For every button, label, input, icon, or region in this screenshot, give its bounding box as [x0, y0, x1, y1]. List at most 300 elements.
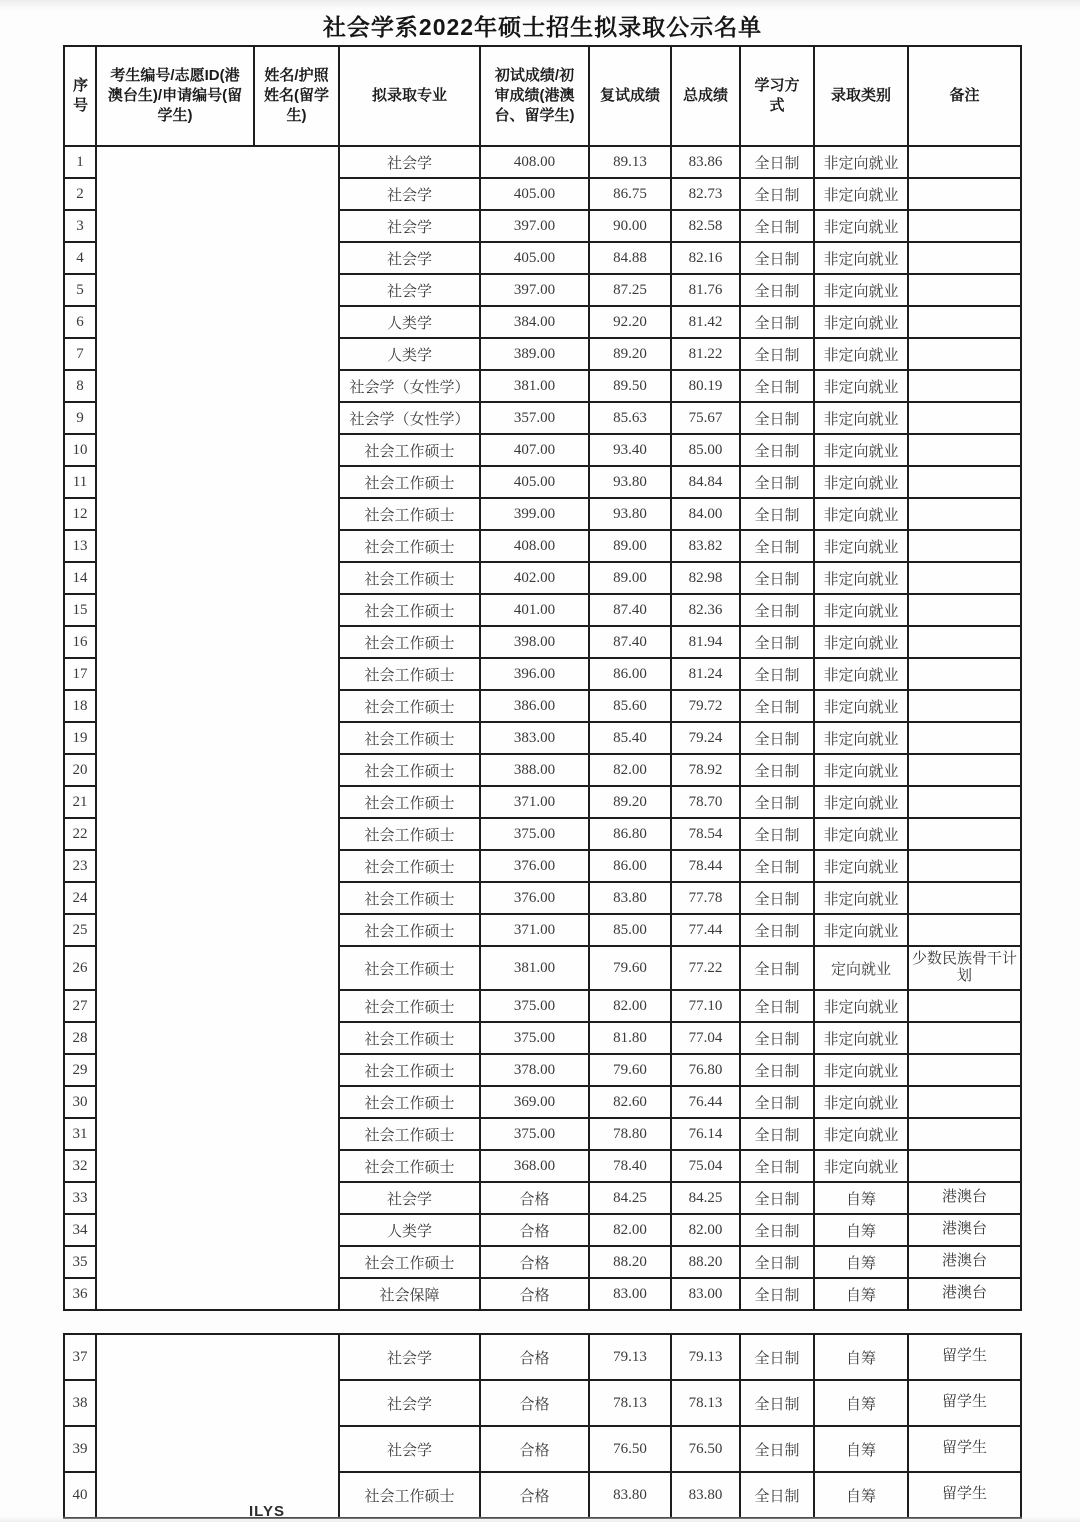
study-mode-cell: 全日制: [740, 1086, 814, 1118]
study-mode-cell: 全日制: [740, 370, 814, 402]
col-header-remark: 备注: [908, 46, 1021, 146]
remark-cell: [908, 626, 1021, 658]
major-cell: 社会工作硕士: [339, 722, 480, 754]
initial-score-cell: 合格: [480, 1214, 589, 1246]
study-mode-cell: 全日制: [740, 274, 814, 306]
row-number-cell: 35: [64, 1246, 96, 1278]
remark-cell: [908, 402, 1021, 434]
col-header-initial-score: 初试成绩/初审成绩(港澳台、留学生): [480, 46, 589, 146]
total-score-cell: 76.50: [671, 1426, 740, 1472]
remark-cell: [908, 1022, 1021, 1054]
major-cell: 社会工作硕士: [339, 594, 480, 626]
col-header-admission-category: 录取类别: [814, 46, 908, 146]
retest-score-cell: 82.00: [589, 990, 671, 1022]
row-number-cell: 2: [64, 178, 96, 210]
major-cell: 社会学: [339, 146, 480, 178]
row-number-cell: 13: [64, 530, 96, 562]
study-mode-cell: 全日制: [740, 690, 814, 722]
initial-score-cell: 405.00: [480, 242, 589, 274]
retest-score-cell: 81.80: [589, 1022, 671, 1054]
admission-category-cell: 非定向就业: [814, 722, 908, 754]
major-cell: 社会学: [339, 1182, 480, 1214]
remark-cell: [908, 1150, 1021, 1182]
row-number-cell: 21: [64, 786, 96, 818]
remark-cell: [908, 306, 1021, 338]
total-score-cell: 83.82: [671, 530, 740, 562]
initial-score-cell: 405.00: [480, 178, 589, 210]
retest-score-cell: 85.63: [589, 402, 671, 434]
total-score-cell: 78.44: [671, 850, 740, 882]
row-number-cell: 31: [64, 1118, 96, 1150]
initial-score-cell: 合格: [480, 1246, 589, 1278]
study-mode-cell: 全日制: [740, 306, 814, 338]
section-gap: [0, 1311, 1080, 1333]
major-cell: 社会学: [339, 274, 480, 306]
study-mode-cell: 全日制: [740, 530, 814, 562]
total-score-cell: 80.19: [671, 370, 740, 402]
retest-score-cell: 89.00: [589, 530, 671, 562]
remark-cell: [908, 146, 1021, 178]
initial-score-cell: 376.00: [480, 850, 589, 882]
admission-category-cell: 非定向就业: [814, 990, 908, 1022]
admission-category-cell: 自筹: [814, 1380, 908, 1426]
admission-category-cell: 自筹: [814, 1426, 908, 1472]
initial-score-cell: 396.00: [480, 658, 589, 690]
remark-cell: [908, 658, 1021, 690]
total-score-cell: 77.10: [671, 990, 740, 1022]
total-score-cell: 81.76: [671, 274, 740, 306]
remark-cell: [908, 498, 1021, 530]
total-score-cell: 75.67: [671, 402, 740, 434]
initial-score-cell: 369.00: [480, 1086, 589, 1118]
retest-score-cell: 90.00: [589, 210, 671, 242]
remark-cell: 港澳台: [908, 1278, 1021, 1310]
row-number-cell: 27: [64, 990, 96, 1022]
initial-score-cell: 401.00: [480, 594, 589, 626]
initial-score-cell: 381.00: [480, 370, 589, 402]
admission-category-cell: 非定向就业: [814, 466, 908, 498]
admission-category-cell: 非定向就业: [814, 146, 908, 178]
study-mode-cell: 全日制: [740, 178, 814, 210]
admission-category-cell: 自筹: [814, 1334, 908, 1380]
major-cell: 社会工作硕士: [339, 1246, 480, 1278]
admission-category-cell: 非定向就业: [814, 530, 908, 562]
initial-score-cell: 397.00: [480, 210, 589, 242]
study-mode-cell: 全日制: [740, 754, 814, 786]
major-cell: 社会工作硕士: [339, 466, 480, 498]
row-number-cell: 20: [64, 754, 96, 786]
retest-score-cell: 89.13: [589, 146, 671, 178]
major-cell: 社会学: [339, 178, 480, 210]
study-mode-cell: 全日制: [740, 1214, 814, 1246]
study-mode-cell: 全日制: [740, 1426, 814, 1472]
row-number-cell: 32: [64, 1150, 96, 1182]
admission-category-cell: 非定向就业: [814, 370, 908, 402]
major-cell: 社会学: [339, 1334, 480, 1380]
total-score-cell: 82.98: [671, 562, 740, 594]
admission-category-cell: 非定向就业: [814, 402, 908, 434]
remark-cell: [908, 754, 1021, 786]
admission-category-cell: 非定向就业: [814, 658, 908, 690]
admission-category-cell: 非定向就业: [814, 626, 908, 658]
row-number-cell: 26: [64, 946, 96, 990]
retest-score-cell: 86.00: [589, 658, 671, 690]
row-number-cell: 19: [64, 722, 96, 754]
major-cell: 社会工作硕士: [339, 626, 480, 658]
admission-category-cell: 非定向就业: [814, 786, 908, 818]
admission-category-cell: 定向就业: [814, 946, 908, 990]
row-number-cell: 33: [64, 1182, 96, 1214]
study-mode-cell: 全日制: [740, 882, 814, 914]
total-score-cell: 78.54: [671, 818, 740, 850]
row-number-cell: 8: [64, 370, 96, 402]
redacted-partial-name-text: ILYS: [249, 1503, 285, 1518]
page-title: 社会学系2022年硕士招生拟录取公示名单: [322, 14, 763, 40]
retest-score-cell: 79.60: [589, 1054, 671, 1086]
major-cell: 社会学: [339, 1426, 480, 1472]
major-cell: 人类学: [339, 306, 480, 338]
major-cell: 社会工作硕士: [339, 1054, 480, 1086]
remark-cell: 留学生: [908, 1426, 1021, 1472]
major-cell: 社会学: [339, 210, 480, 242]
retest-score-cell: 85.40: [589, 722, 671, 754]
major-cell: 社会工作硕士: [339, 498, 480, 530]
retest-score-cell: 87.40: [589, 626, 671, 658]
row-number-cell: 18: [64, 690, 96, 722]
study-mode-cell: 全日制: [740, 562, 814, 594]
study-mode-cell: 全日制: [740, 466, 814, 498]
remark-cell: [908, 210, 1021, 242]
row-number-cell: 40: [64, 1472, 96, 1518]
remark-cell: 留学生: [908, 1334, 1021, 1380]
study-mode-cell: 全日制: [740, 1334, 814, 1380]
major-cell: 人类学: [339, 1214, 480, 1246]
initial-score-cell: 合格: [480, 1472, 589, 1518]
study-mode-cell: 全日制: [740, 1182, 814, 1214]
initial-score-cell: 405.00: [480, 466, 589, 498]
total-score-cell: 81.22: [671, 338, 740, 370]
remark-cell: [908, 722, 1021, 754]
remark-cell: [908, 1086, 1021, 1118]
initial-score-cell: 合格: [480, 1278, 589, 1310]
admission-category-cell: 非定向就业: [814, 1086, 908, 1118]
retest-score-cell: 76.50: [589, 1426, 671, 1472]
major-cell: 社会工作硕士: [339, 754, 480, 786]
initial-score-cell: 408.00: [480, 146, 589, 178]
admission-category-cell: 非定向就业: [814, 1022, 908, 1054]
initial-score-cell: 371.00: [480, 914, 589, 946]
admission-table-international: [63, 1333, 1022, 1519]
retest-score-cell: 87.25: [589, 274, 671, 306]
initial-score-cell: 375.00: [480, 990, 589, 1022]
admission-category-cell: 非定向就业: [814, 562, 908, 594]
retest-score-cell: 89.20: [589, 786, 671, 818]
study-mode-cell: 全日制: [740, 338, 814, 370]
row-number-cell: 24: [64, 882, 96, 914]
row-number-cell: 1: [64, 146, 96, 178]
admission-category-cell: 非定向就业: [814, 306, 908, 338]
initial-score-cell: 合格: [480, 1380, 589, 1426]
major-cell: 社会工作硕士: [339, 990, 480, 1022]
col-header-number: 序号: [64, 46, 96, 146]
total-score-cell: 78.70: [671, 786, 740, 818]
row-number-cell: 28: [64, 1022, 96, 1054]
remark-cell: [908, 882, 1021, 914]
retest-score-cell: 86.00: [589, 850, 671, 882]
retest-score-cell: 83.80: [589, 1472, 671, 1518]
major-cell: 社会工作硕士: [339, 434, 480, 466]
row-number-cell: 36: [64, 1278, 96, 1310]
total-score-cell: 77.22: [671, 946, 740, 990]
redacted-id-name-area: [96, 1334, 339, 1518]
admission-category-cell: 非定向就业: [814, 242, 908, 274]
row-number-cell: 23: [64, 850, 96, 882]
redacted-id-name-area: [96, 146, 339, 1310]
total-score-cell: 83.86: [671, 146, 740, 178]
remark-cell: [908, 786, 1021, 818]
major-cell: 社会工作硕士: [339, 818, 480, 850]
total-score-cell: 78.92: [671, 754, 740, 786]
retest-score-cell: 86.80: [589, 818, 671, 850]
total-score-cell: 82.58: [671, 210, 740, 242]
study-mode-cell: 全日制: [740, 850, 814, 882]
row-number-cell: 39: [64, 1426, 96, 1472]
retest-score-cell: 82.00: [589, 754, 671, 786]
row-number-cell: 10: [64, 434, 96, 466]
admission-category-cell: 自筹: [814, 1472, 908, 1518]
total-score-cell: 82.00: [671, 1214, 740, 1246]
total-score-cell: 81.94: [671, 626, 740, 658]
row-number-cell: 17: [64, 658, 96, 690]
remark-cell: [908, 242, 1021, 274]
major-cell: 社会工作硕士: [339, 1086, 480, 1118]
initial-score-cell: 合格: [480, 1182, 589, 1214]
study-mode-cell: 全日制: [740, 1054, 814, 1086]
admission-category-cell: 自筹: [814, 1278, 908, 1310]
total-score-cell: 84.84: [671, 466, 740, 498]
total-score-cell: 79.13: [671, 1334, 740, 1380]
initial-score-cell: 386.00: [480, 690, 589, 722]
study-mode-cell: 全日制: [740, 1380, 814, 1426]
major-cell: 社会学: [339, 1380, 480, 1426]
retest-score-cell: 93.80: [589, 466, 671, 498]
study-mode-cell: 全日制: [740, 786, 814, 818]
admission-category-cell: 非定向就业: [814, 1054, 908, 1086]
col-header-candidate-id: 考生编号/志愿ID(港澳台生)/申请编号(留学生): [96, 46, 254, 146]
initial-score-cell: 388.00: [480, 754, 589, 786]
retest-score-cell: 84.88: [589, 242, 671, 274]
total-score-cell: 82.16: [671, 242, 740, 274]
remark-cell: [908, 178, 1021, 210]
admission-category-cell: 自筹: [814, 1214, 908, 1246]
row-number-cell: 22: [64, 818, 96, 850]
study-mode-cell: 全日制: [740, 658, 814, 690]
initial-score-cell: 375.00: [480, 1022, 589, 1054]
major-cell: 社会保障: [339, 1278, 480, 1310]
table-row: [64, 1334, 1021, 1380]
admission-category-cell: 非定向就业: [814, 754, 908, 786]
study-mode-cell: 全日制: [740, 594, 814, 626]
admission-category-cell: 非定向就业: [814, 338, 908, 370]
admission-category-cell: 非定向就业: [814, 1118, 908, 1150]
total-score-cell: 76.44: [671, 1086, 740, 1118]
retest-score-cell: 87.40: [589, 594, 671, 626]
initial-score-cell: 389.00: [480, 338, 589, 370]
major-cell: 社会学: [339, 242, 480, 274]
initial-score-cell: 402.00: [480, 562, 589, 594]
major-cell: 社会工作硕士: [339, 658, 480, 690]
initial-score-cell: 合格: [480, 1334, 589, 1380]
row-number-cell: 15: [64, 594, 96, 626]
col-header-major: 拟录取专业: [339, 46, 480, 146]
row-number-cell: 14: [64, 562, 96, 594]
row-number-cell: 16: [64, 626, 96, 658]
major-cell: 社会工作硕士: [339, 1150, 480, 1182]
col-header-study-mode: 学习方式: [740, 46, 814, 146]
total-score-cell: 77.04: [671, 1022, 740, 1054]
major-cell: 社会工作硕士: [339, 786, 480, 818]
initial-score-cell: 371.00: [480, 786, 589, 818]
initial-score-cell: 399.00: [480, 498, 589, 530]
initial-score-cell: 408.00: [480, 530, 589, 562]
retest-score-cell: 82.60: [589, 1086, 671, 1118]
total-score-cell: 78.13: [671, 1380, 740, 1426]
major-cell: 社会工作硕士: [339, 1118, 480, 1150]
initial-score-cell: 407.00: [480, 434, 589, 466]
admission-category-cell: 非定向就业: [814, 434, 908, 466]
col-header-name: 姓名/护照姓名(留学生): [254, 46, 339, 146]
total-score-cell: 79.24: [671, 722, 740, 754]
retest-score-cell: 85.00: [589, 914, 671, 946]
retest-score-cell: 85.60: [589, 690, 671, 722]
remark-cell: [908, 690, 1021, 722]
remark-cell: [908, 466, 1021, 498]
admission-category-cell: 非定向就业: [814, 274, 908, 306]
retest-score-cell: 89.50: [589, 370, 671, 402]
admission-category-cell: 自筹: [814, 1246, 908, 1278]
initial-score-cell: 375.00: [480, 1118, 589, 1150]
admission-category-cell: 非定向就业: [814, 882, 908, 914]
col-header-total-score: 总成绩: [671, 46, 740, 146]
row-number-cell: 30: [64, 1086, 96, 1118]
study-mode-cell: 全日制: [740, 434, 814, 466]
initial-score-cell: 397.00: [480, 274, 589, 306]
admission-category-cell: 非定向就业: [814, 690, 908, 722]
major-cell: 社会工作硕士: [339, 914, 480, 946]
remark-cell: [908, 990, 1021, 1022]
remark-cell: [908, 594, 1021, 626]
total-score-cell: 79.72: [671, 690, 740, 722]
row-number-cell: 6: [64, 306, 96, 338]
remark-cell: 少数民族骨干计划: [908, 946, 1021, 990]
admission-category-cell: 非定向就业: [814, 818, 908, 850]
total-score-cell: 76.14: [671, 1118, 740, 1150]
study-mode-cell: 全日制: [740, 146, 814, 178]
admission-category-cell: 非定向就业: [814, 594, 908, 626]
study-mode-cell: 全日制: [740, 1022, 814, 1054]
total-score-cell: 75.04: [671, 1150, 740, 1182]
major-cell: 社会工作硕士: [339, 690, 480, 722]
remark-cell: [908, 850, 1021, 882]
study-mode-cell: 全日制: [740, 242, 814, 274]
admission-table-main: [63, 45, 1022, 1311]
study-mode-cell: 全日制: [740, 402, 814, 434]
major-cell: 社会工作硕士: [339, 530, 480, 562]
retest-score-cell: 83.00: [589, 1278, 671, 1310]
remark-cell: 港澳台: [908, 1182, 1021, 1214]
initial-score-cell: 383.00: [480, 722, 589, 754]
table-header-row: [64, 46, 1021, 146]
remark-cell: 港澳台: [908, 1214, 1021, 1246]
study-mode-cell: 全日制: [740, 626, 814, 658]
initial-score-cell: 376.00: [480, 882, 589, 914]
admission-category-cell: 非定向就业: [814, 210, 908, 242]
row-number-cell: 38: [64, 1380, 96, 1426]
total-score-cell: 88.20: [671, 1246, 740, 1278]
remark-cell: [908, 530, 1021, 562]
total-score-cell: 84.25: [671, 1182, 740, 1214]
remark-cell: 港澳台: [908, 1246, 1021, 1278]
study-mode-cell: 全日制: [740, 498, 814, 530]
remark-cell: [908, 1054, 1021, 1086]
remark-cell: [908, 914, 1021, 946]
major-cell: 社会工作硕士: [339, 562, 480, 594]
total-score-cell: 83.00: [671, 1278, 740, 1310]
total-score-cell: 77.44: [671, 914, 740, 946]
remark-cell: [908, 370, 1021, 402]
study-mode-cell: 全日制: [740, 1150, 814, 1182]
initial-score-cell: 378.00: [480, 1054, 589, 1086]
row-number-cell: 11: [64, 466, 96, 498]
total-score-cell: 81.24: [671, 658, 740, 690]
study-mode-cell: 全日制: [740, 914, 814, 946]
study-mode-cell: 全日制: [740, 1118, 814, 1150]
admission-category-cell: 非定向就业: [814, 178, 908, 210]
study-mode-cell: 全日制: [740, 1278, 814, 1310]
row-number-cell: 34: [64, 1214, 96, 1246]
row-number-cell: 12: [64, 498, 96, 530]
total-score-cell: 76.80: [671, 1054, 740, 1086]
total-score-cell: 81.42: [671, 306, 740, 338]
retest-score-cell: 92.20: [589, 306, 671, 338]
total-score-cell: 85.00: [671, 434, 740, 466]
initial-score-cell: 357.00: [480, 402, 589, 434]
initial-score-cell: 合格: [480, 1426, 589, 1472]
retest-score-cell: 86.75: [589, 178, 671, 210]
table-row: [64, 146, 1021, 178]
study-mode-cell: 全日制: [740, 818, 814, 850]
retest-score-cell: 84.25: [589, 1182, 671, 1214]
retest-score-cell: 83.80: [589, 882, 671, 914]
admission-category-cell: 自筹: [814, 1182, 908, 1214]
remark-cell: [908, 562, 1021, 594]
remark-cell: 留学生: [908, 1380, 1021, 1426]
major-cell: 社会学（女性学）: [339, 370, 480, 402]
row-number-cell: 25: [64, 914, 96, 946]
row-number-cell: 4: [64, 242, 96, 274]
admission-category-cell: 非定向就业: [814, 1150, 908, 1182]
retest-score-cell: 93.80: [589, 498, 671, 530]
row-number-cell: 7: [64, 338, 96, 370]
retest-score-cell: 88.20: [589, 1246, 671, 1278]
study-mode-cell: 全日制: [740, 210, 814, 242]
initial-score-cell: 384.00: [480, 306, 589, 338]
total-score-cell: 82.36: [671, 594, 740, 626]
remark-cell: [908, 818, 1021, 850]
retest-score-cell: 89.00: [589, 562, 671, 594]
study-mode-cell: 全日制: [740, 1472, 814, 1518]
admission-category-cell: 非定向就业: [814, 498, 908, 530]
